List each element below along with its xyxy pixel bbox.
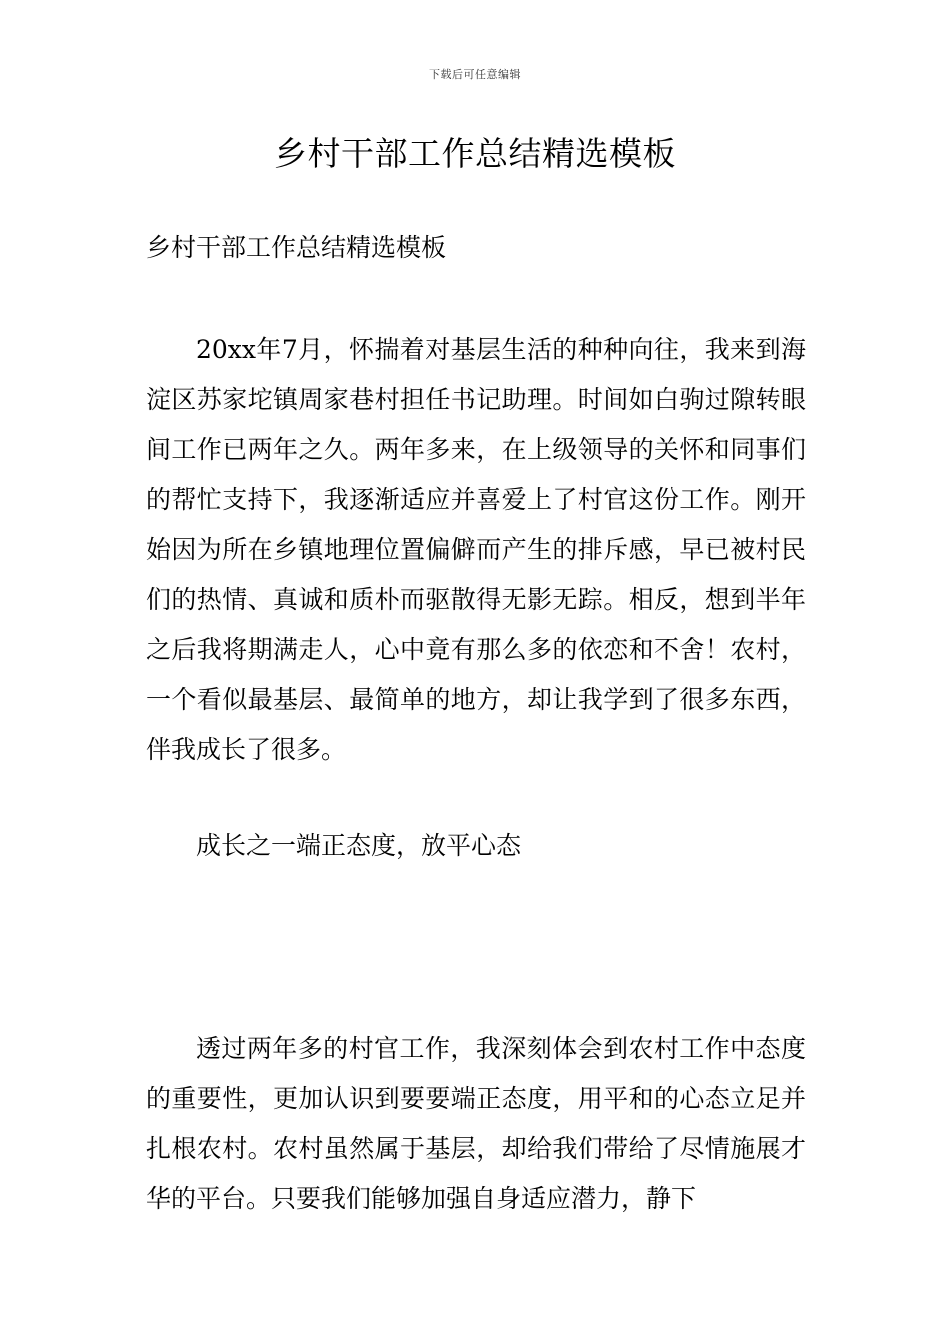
paragraph-intro: 20xx年7月，怀揣着对基层生活的种种向往，我来到海淀区苏家坨镇周家巷村担任书记助理。时间如白驹过隙转眼间工作已两年之久。两年多来，在上级领导的关怀和同事们的帮忙支持下，我逐渐适应并喜爱上了村官这份工作。刚开始因为所在乡镇地理位置偏僻而产生的排斥感，早已被村民们的热情、真诚和质朴而驱散得无影无踪。相反，想到半年之后我将期满走人，心中竟有那么多的依恋和不舍！农村，一个看似最基层、最简单的地方，却让我学到了很多东西，伴我成长了很多。 (146, 335, 806, 764)
section-heading: 成长之一端正态度，放平心态 (196, 831, 522, 860)
header-note: 下载后可任意编辑 (429, 68, 521, 81)
document-title: 乡村干部工作总结精选模板 (274, 134, 676, 173)
document-subtitle: 乡村干部工作总结精选模板 (146, 233, 447, 262)
paragraph-attitude: 透过两年多的村官工作，我深刻体会到农村工作中态度的重要性，更加认识到要要端正态度，用平和的心态立足并扎根农村。农村虽然属于基层，却给我们带给了尽情施展才华的平台。只要我们能够加强自身适应潜力，静下 (146, 1034, 806, 1213)
